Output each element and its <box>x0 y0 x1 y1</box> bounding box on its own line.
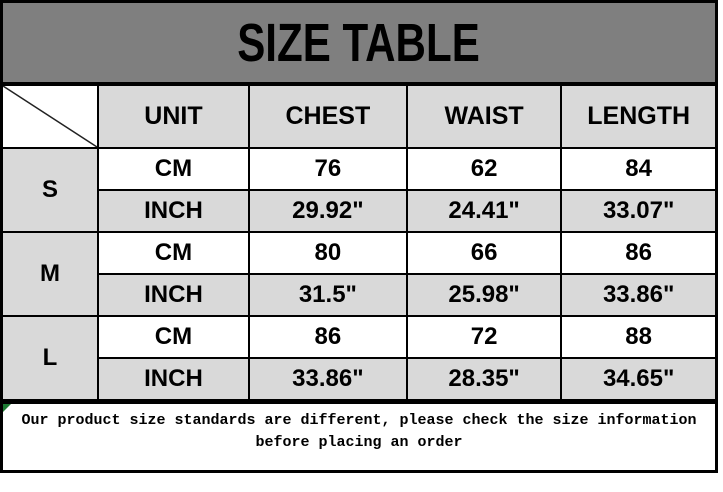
unit-cell-s-inch: INCH <box>98 190 249 232</box>
footer-note-line-2: before placing an order <box>255 434 463 451</box>
length-s-inch: 33.07" <box>561 190 716 232</box>
table-row-s-cm <box>2 148 717 190</box>
waist-m-cm: 66 <box>407 232 561 274</box>
unit-cell-l-cm: CM <box>98 316 249 358</box>
footer-note <box>0 402 718 473</box>
column-header-chest: CHEST <box>249 85 407 148</box>
length-l-cm: 88 <box>561 316 716 358</box>
title-bar <box>0 0 718 84</box>
chest-m-inch: 31.5" <box>249 274 407 316</box>
column-header-waist: WAIST <box>407 85 561 148</box>
length-m-inch: 33.86" <box>561 274 716 316</box>
unit-cell-l-inch: INCH <box>98 358 249 401</box>
chest-s-inch: 29.92" <box>249 190 407 232</box>
corner-marker-icon <box>3 404 11 412</box>
footer-note-line-1: Our product size standards are different, please check the size information <box>21 412 697 429</box>
chest-m-cm: 80 <box>249 232 407 274</box>
waist-l-cm: 72 <box>407 316 561 358</box>
chest-l-cm: 86 <box>249 316 407 358</box>
unit-cell-m-inch: INCH <box>98 274 249 316</box>
length-l-inch: 34.65" <box>561 358 716 401</box>
table-row-l-cm <box>2 316 717 358</box>
table-row-s-inch <box>2 190 717 232</box>
unit-cell-m-cm: CM <box>98 232 249 274</box>
column-header-length: LENGTH <box>561 85 716 148</box>
size-label-s: S <box>2 148 99 232</box>
table-row-m-cm <box>2 232 717 274</box>
column-header-unit: UNIT <box>98 85 249 148</box>
waist-l-inch: 28.35" <box>407 358 561 401</box>
table-row-l-inch <box>2 358 717 401</box>
size-table <box>0 84 718 402</box>
waist-m-inch: 25.98" <box>407 274 561 316</box>
length-m-cm: 86 <box>561 232 716 274</box>
waist-s-cm: 62 <box>407 148 561 190</box>
size-label-m: M <box>2 232 99 316</box>
waist-s-inch: 24.41" <box>407 190 561 232</box>
size-label-l: L <box>2 316 99 401</box>
header-row <box>2 85 717 148</box>
unit-cell-s-cm: CM <box>98 148 249 190</box>
chest-s-cm: 76 <box>249 148 407 190</box>
diagonal-header-cell <box>2 85 99 148</box>
chest-l-inch: 33.86" <box>249 358 407 401</box>
page-title: SIZE TABLE <box>237 12 481 73</box>
table-row-m-inch <box>2 274 717 316</box>
diagonal-line-icon <box>3 86 97 147</box>
length-s-cm: 84 <box>561 148 716 190</box>
